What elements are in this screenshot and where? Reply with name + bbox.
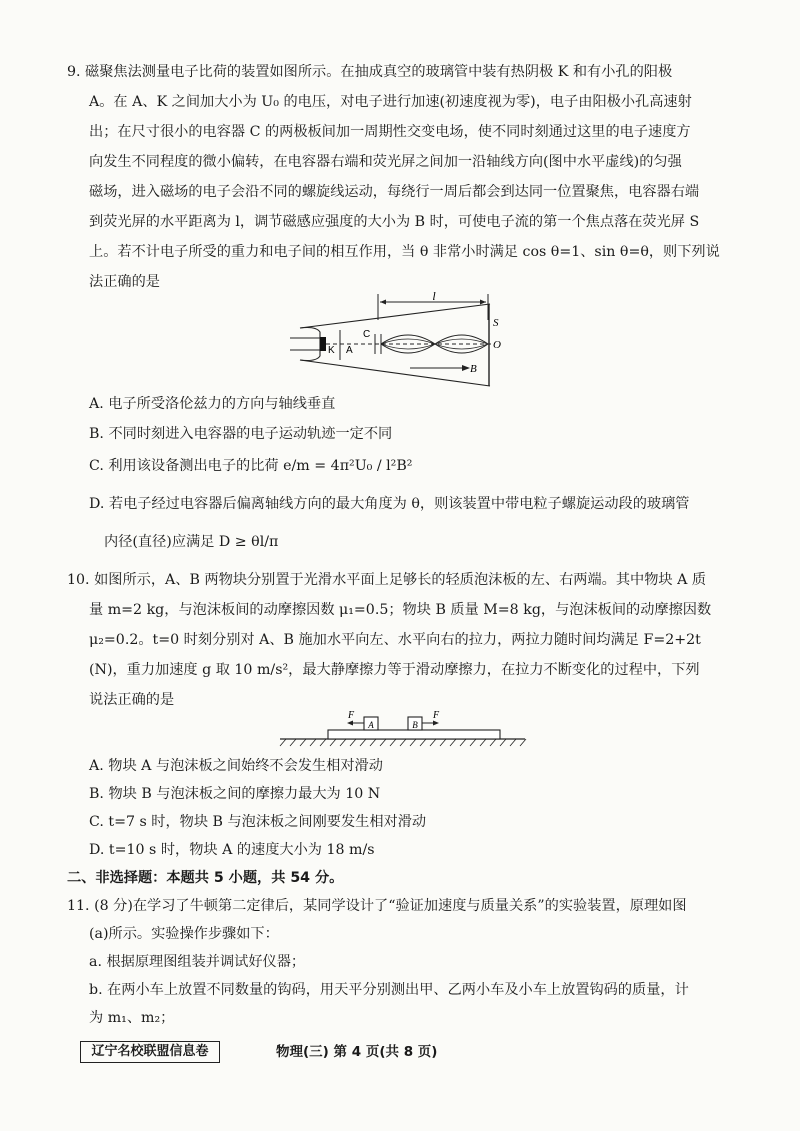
q10-option-b: B. 物块 B 与泡沫板之间的摩擦力最大为 10 N <box>89 786 381 802</box>
q9-line-6: 到荧光屏的水平距离为 l，调节磁感应强度的大小为 B 时，可使电子流的第一个焦点落在荧光屏 S <box>89 214 700 230</box>
label-B: B <box>470 363 477 375</box>
q11-line-5: 为 m₁、m₂； <box>89 1010 175 1026</box>
q9-option-a: A. 电子所受洛伦兹力的方向与轴线垂直 <box>89 396 336 412</box>
q10-line-2: 量 m=2 kg，与泡沫板间的动摩擦因数 μ₁=0.5；物块 B 质量 M=8 kg，与泡沫板间的动摩擦因数 <box>89 602 712 618</box>
q9-option-d-line-1: D. 若电子经过电容器后偏离轴线方向的最大角度为 θ，则该装置中带电粒子螺旋运动段的玻璃管 <box>89 496 690 512</box>
q9-line-3: 出；在尺寸很小的电容器 C 的两极板间加一周期性交变电场，使不同时刻通过这里的电子速度方 <box>89 124 691 140</box>
label-S: S <box>493 317 499 329</box>
label-O: O <box>493 339 501 351</box>
q9-line-4: 向发生不同程度的微小偏转，在电容器右端和荧光屏之间加一沿轴线方向(图中水平虚线)的匀强 <box>89 154 682 170</box>
magnetic-focusing-diagram <box>290 290 520 388</box>
q9-option-c: C. 利用该设备测出电子的比荷 e/m = 4π²U₀ / l²B² <box>89 458 413 474</box>
q9-line-5: 磁场，进入磁场的电子会沿不同的螺旋线运动，每绕行一周后都会到达同一位置聚焦，电容器右端 <box>89 184 700 200</box>
q10-line-1: 10. 如图所示，A、B 两物块分别置于光滑水平面上足够长的轻质泡沫板的左、右两端。其中物块 A 质 <box>67 572 707 588</box>
label-A: A <box>346 345 353 356</box>
q10-option-a: A. 物块 A 与泡沫板之间始终不会发生相对滑动 <box>89 758 383 774</box>
label-C: C <box>363 329 371 340</box>
q10-line-4: (N)，重力加速度 g 取 10 m/s²，最大静摩擦力等于滑动摩擦力，在拉力不断变化的过程中，下列 <box>89 662 700 678</box>
q10-option-c: C. t=7 s 时，物块 B 与泡沫板之间刚要发生相对滑动 <box>89 814 427 830</box>
q11-line-1: 11. (8 分)在学习了牛顿第二定律后，某同学设计了“验证加速度与质量关系”的实验装置，原理如图 <box>67 898 687 914</box>
label-K: K <box>328 345 335 356</box>
footer-page-info: 物理(三) 第 4 页(共 8 页) <box>276 1044 438 1060</box>
q11-line-2: (a)所示。实验操作步骤如下： <box>89 926 279 942</box>
q11-line-3: a. 根据原理图组装并调试好仪器； <box>89 954 306 970</box>
label-block-A: A <box>368 720 374 730</box>
label-l: l <box>432 290 436 303</box>
label-F-left: F <box>348 710 355 721</box>
label-F-right: F <box>433 710 440 721</box>
blocks-on-board-diagram <box>270 708 530 748</box>
q9-line-2: A。在 A、K 之间加大小为 U₀ 的电压，对电子进行加速(初速度视为零)，电子由阳极小孔高速射 <box>89 94 692 110</box>
q11-line-4: b. 在两小车上放置不同数量的钩码，用天平分别测出甲、乙两小车及小车上放置钩码的质量，计 <box>89 982 689 998</box>
q9-option-d-line-2: 内径(直径)应满足 D ≥ θl/π <box>104 534 279 550</box>
q10-line-5: 说法正确的是 <box>89 692 175 708</box>
q9-option-b: B. 不同时刻进入电容器的电子运动轨迹一定不同 <box>89 426 393 442</box>
q10-line-3: μ₂=0.2。t=0 时刻分别对 A、B 施加水平向左、水平向右的拉力，两拉力随时间均满足 F=2+2t <box>89 632 701 648</box>
q9-line-7: 上。若不计电子所受的重力和电子间的相互作用，当 θ 非常小时满足 cos θ=1、sin θ=θ，则下列说 <box>89 244 720 260</box>
section-heading: 二、非选择题：本题共 5 小题，共 54 分。 <box>67 870 344 886</box>
q9-line-8: 法正确的是 <box>89 274 160 290</box>
q9-line-1: 9. 磁聚焦法测量电子比荷的装置如图所示。在抽成真空的玻璃管中装有热阴极 K 和有小孔的阳极 <box>67 64 673 80</box>
label-block-B: B <box>412 720 418 730</box>
q10-option-d: D. t=10 s 时，物块 A 的速度大小为 18 m/s <box>89 842 375 858</box>
footer-source-label: 辽宁名校联盟信息卷 <box>80 1041 220 1063</box>
